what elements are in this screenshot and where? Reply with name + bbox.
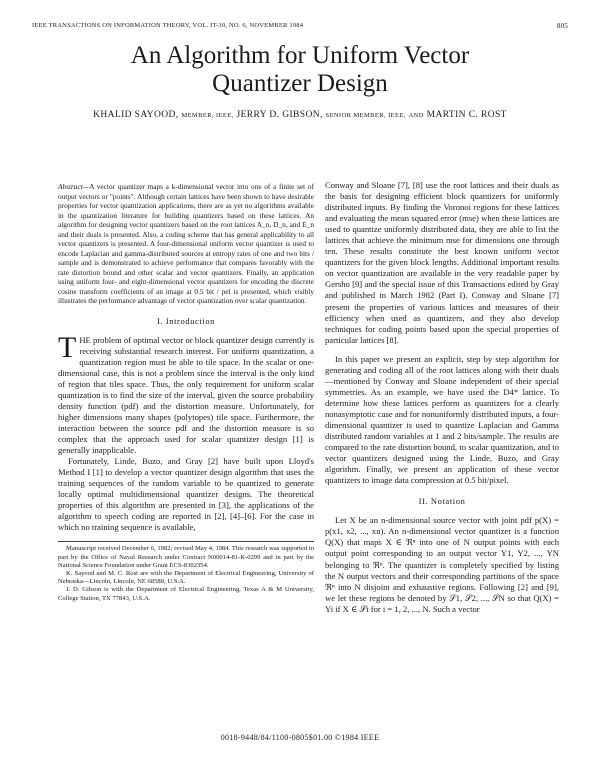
right-paragraph-2: In this paper we present an explicit, step by step algorithm for generating and coding all of the root lattices along with their duals—mentioned by Conway and Sloane independent of their special symmetries. As an example, we have used the D4* lattice. To determine how these lattices perform as quantizers for a clearly nonasymptotic case and for nonuniformly distributed inputs, a four-dimensional quantizer is used to quantize Laplacian and Gamma distributed random variables at 1 and 2 bits/sample. The results are compared to the rate distortion bound, to scalar quantization, and to vector quantizers designed using the Linde, Buzo, and Gray algorithm. Finally, we present an application of these vector quantizers to image data compression at 0.5 bit/pixel. xyxy=(325,353,559,486)
footnote xyxy=(58,541,314,602)
intro-paragraph-1-text: HE problem of optimal vector or block quantizer design currently is receiving substantial research interest. For uniform quantization, a quantization region must be able to tile space. In the scalar or one-dimensional case, this is not a problem since the interval is the only kind of region that tiles space. Thus, the only requirement for uniform scalar quantization is to find the size of the interval, given the source probability density function (pdf) and the distortion measure. Unfortunately, for higher dimensions many shapes (polytopes) tile space. Furthermore, the interaction between the source pdf and the distortion measure is so complex that the approach used for scalar quantizer design [1] is generally inapplicable. xyxy=(58,334,314,456)
section-2-heading: II. Notation xyxy=(418,496,466,507)
author-and: AND xyxy=(408,112,424,119)
title-line-1: An Algorithm for Uniform Vector xyxy=(130,42,470,69)
author-2-role: SENIOR MEMBER, IEEE, xyxy=(325,112,406,119)
author-1-role: MEMBER, IEEE, xyxy=(181,112,234,119)
intro-paragraph-1 xyxy=(58,330,314,457)
author-line xyxy=(0,110,600,120)
footnote-affiliation-1: K. Sayood and M. C. Rost are with the Department of Electrical Engineering, University of Nebraska—Lincoln, Lincoln, NE 68588, U.S.A. xyxy=(58,570,314,586)
footnote-affiliation-2: J. D. Gibson is with the Department of Electrical Engineering, Texas A & M University, College Station, TX 77843, U.S.A. xyxy=(58,586,314,602)
section-1-heading: I. Introduction xyxy=(156,315,216,326)
paper-title xyxy=(0,42,600,98)
left-column xyxy=(58,182,314,603)
running-head xyxy=(32,22,568,29)
abstract xyxy=(58,182,314,306)
footnote-manuscript: Manuscript received December 6, 1982; revised May 4, 1984. This research was supported in part by the Office of Naval Research under Contract N00014-81-K-0299 and in part by the National Science Foundation under Grant ECS-8302354. xyxy=(58,545,314,569)
journal-line: IEEE TRANSACTIONS ON INFORMATION THEORY, VOL. IT-30, NO. 6, NOVEMBER 1984 xyxy=(32,22,304,29)
author-2: JERRY D. GIBSON, xyxy=(236,110,323,120)
copyright-line: 0018-9448/84/1100-0805$01.00 ©1984 IEEE xyxy=(220,733,380,742)
abstract-text: A vector quantizer maps a k-dimensional vector into one of a finite set of output vectors or "points". Although certain lattices have been shown to have desirable properties for vector quantization applications, there are as yet no algorithms available in the quantization literature for building quantizers based on these lattices. An algorithm for designing vector quantizers based on the root lattices A_n, D_n, and E_n and their duals is presented. Also, a coding scheme that has general applicability to all vector quantizers is presented. A four-dimensional uniform vector quantizer is used to encode Laplacian and gamma-distributed sources at entropy rates of one and two bits / sample and is demonstrated to achieve performance that compares favorably with the rate distortion bound and other scalar and vector quantizers. Finally, an application using uniform four- and eight-dimensional vector quantizers for encoding the discrete cosine transform coefficients of an image at 0.5 bit / pel is presented, which visibly illustrates the performance advantage of vector quantization over scalar quantization. xyxy=(58,182,314,305)
notation-paragraph: Let X be an n-dimensional source vector with joint pdf p(X) = p(x1, x2, ..., xn). An n-dimensional vector quantizer is a function Q(X) that maps X ∈ ℜⁿ into one of N output points with each output point corresponding to an output vector Y1, Y2, ..., YN belonging to ℜⁿ. The quantizer is completely specified by listing the N output vectors and their corresponding partitions of the space ℜⁿ into N disjoint and exhaustive regions. Following [2] and [9], we let these regions be denoted by 𝒮1, 𝒮2, ..., 𝒮N so that Q(X) = Yi if X ∈ 𝒮i for i = 1, 2, ..., N. Such a vector xyxy=(325,515,559,614)
author-1: KHALID SAYOOD, xyxy=(93,110,179,120)
right-paragraph-1: Conway and Sloane [7], [8] use the root lattices and their duals as the basis for designing efficient block quantizers for uniformly distributed inputs. By finding the Voronoi regions for these lattices and evaluating the mean squared error (mse) when these lattices are used to quantize uniformly distributed data, they are able to list the lattices that achieve the minimum mse for dimensions one through ten. These results constitute the best known uniform vector quantizers for the given block lengths. Additional important results on vector quantization are available in the very readable paper by Gersho [9] and the special issue of this Transactions edited by Gray and published in March 1982 (Part I). Conway and Sloane [7] present the properties of various lattices and measures of their efficiency when used as quantizers, and they also develop techniques for coding points based upon the special properties of particular lattices [8]. xyxy=(325,180,559,345)
author-3: MARTIN C. ROST xyxy=(426,110,507,120)
right-column xyxy=(325,180,559,615)
title-line-2: Quantizer Design xyxy=(212,70,388,97)
intro-paragraph-2: Fortunately, Linde, Buzo, and Gray [2] have built upon Lloyd's Method I [1] to develop a vector quantizer design algorithm that uses the training sequences of the random variable to be quantized to generate locally optimal multidimensional quantizer designs. The theoretical properties of this algorithm are presented in [3], the applications of the algorithm to speech coding are reported in [2], [4]–[6]. For the case in which no training sequence is available, xyxy=(58,456,314,533)
abstract-label: Abstract— xyxy=(58,182,90,191)
page-number: 805 xyxy=(556,22,568,30)
drop-cap: T xyxy=(58,330,77,364)
